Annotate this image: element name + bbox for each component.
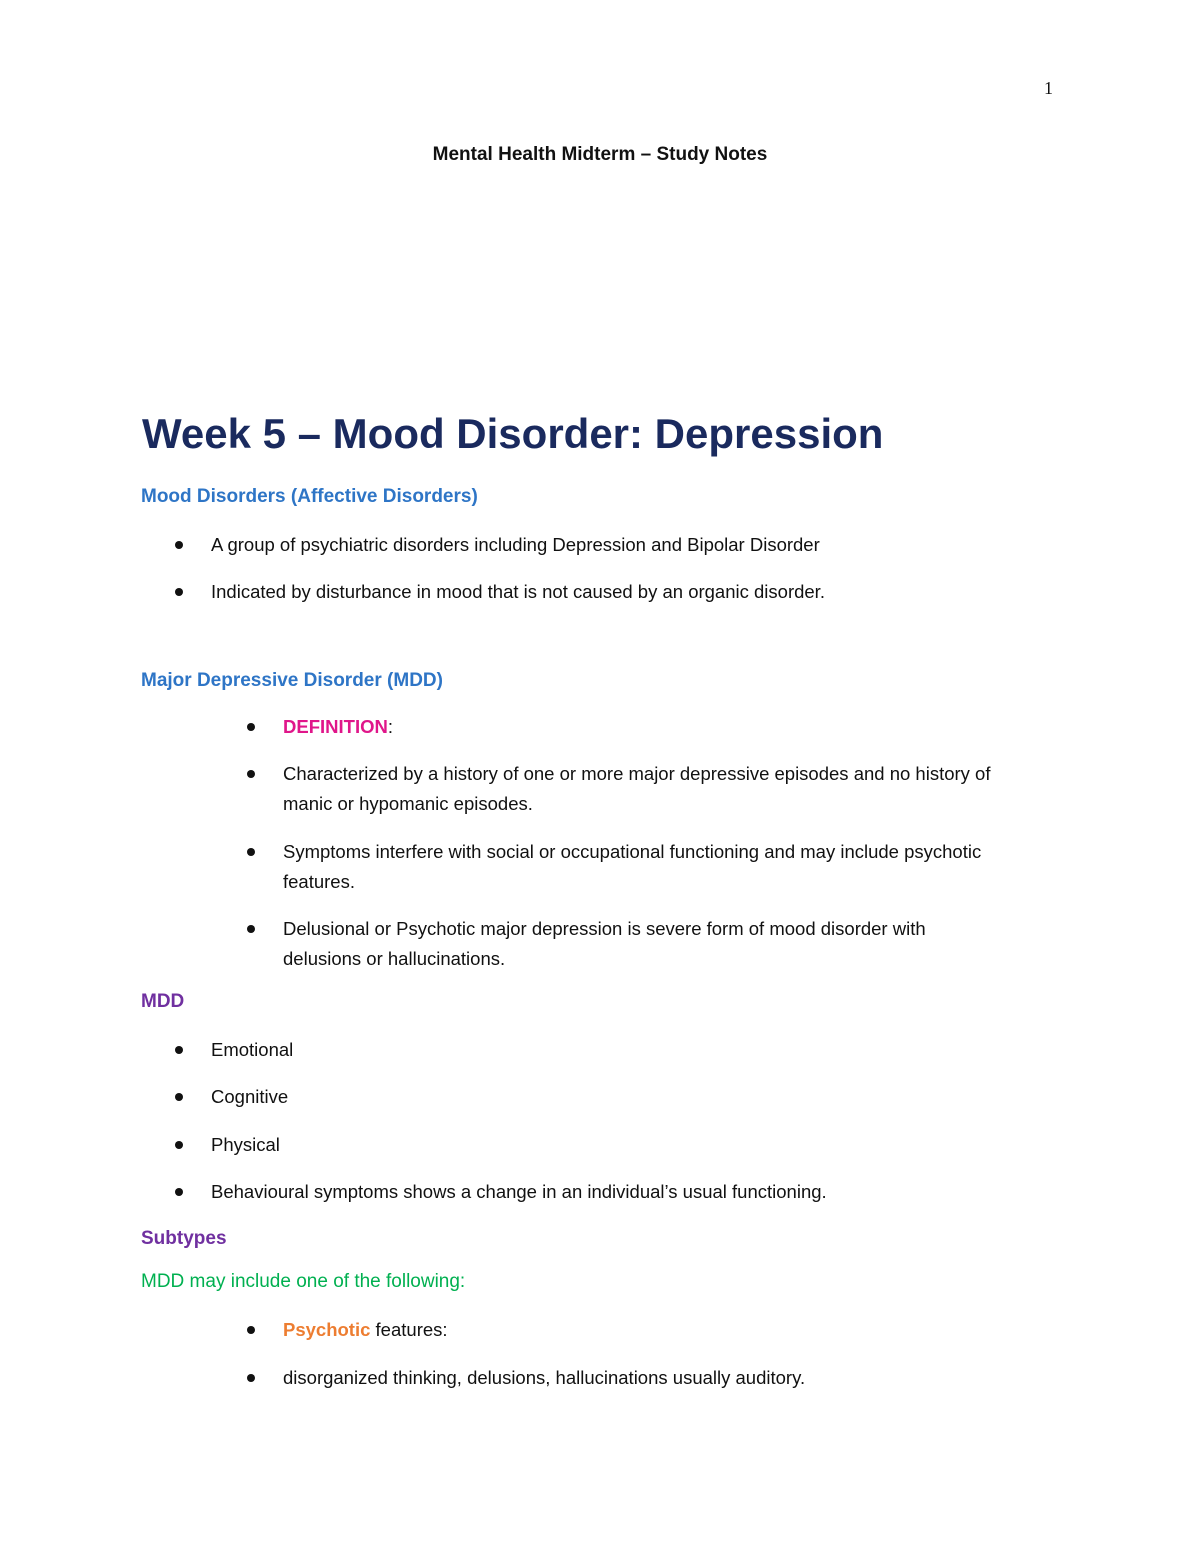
symptom-cognitive: Cognitive: [211, 1086, 289, 1107]
bullet-icon: [175, 1046, 183, 1054]
definition-colon: :: [387, 716, 393, 737]
bullet-icon: [175, 1188, 183, 1196]
bullet-icon: [175, 588, 183, 596]
mdd-item-3-line2: delusions or hallucinations.: [283, 948, 506, 969]
mdd-item-2-line2: features.: [283, 871, 355, 892]
mdd-item-3: [283, 914, 926, 974]
week-heading: Week 5 – Mood Disorder: Depression: [142, 410, 884, 457]
document-title: Mental Health Midterm – Study Notes: [432, 144, 768, 165]
psychotic-label: Psychotic: [283, 1319, 371, 1340]
mdd-item-1-line1: Characterized by a history of one or more major depressive episodes and no history of: [283, 763, 991, 784]
bullet-icon: [247, 1374, 255, 1382]
symptom-physical: Physical: [211, 1134, 280, 1155]
mdd-item-1: [283, 759, 990, 819]
bullet-icon: [247, 848, 255, 856]
mdd-heading: Major Depressive Disorder (MDD): [141, 670, 443, 691]
psychotic-item: [283, 1315, 448, 1345]
bullet-icon: [247, 723, 255, 731]
mood-disorders-item-2: Indicated by disturbance in mood that is not caused by an organic disorder.: [211, 581, 825, 602]
psychotic-detail: disorganized thinking, delusions, hallucinations usually auditory.: [283, 1367, 806, 1388]
bullet-icon: [247, 1326, 255, 1334]
psychotic-suffix: features:: [370, 1319, 448, 1340]
page-number: 1: [1044, 78, 1053, 98]
mood-disorders-heading: Mood Disorders (Affective Disorders): [141, 486, 478, 507]
bullet-icon: [175, 1141, 183, 1149]
mdd-item-3-line1: Delusional or Psychotic major depression is severe form of mood disorder with: [283, 918, 926, 939]
definition-label: DEFINITION: [283, 716, 388, 737]
subtypes-heading: Subtypes: [141, 1228, 227, 1249]
mdd-item-2: [283, 837, 981, 897]
definition-item: [283, 712, 393, 742]
bullet-icon: [175, 1093, 183, 1101]
bullet-icon: [247, 770, 255, 778]
symptom-behavioural: Behavioural symptoms shows a change in an individual’s usual functioning.: [211, 1181, 827, 1202]
subtypes-intro: MDD may include one of the following:: [141, 1271, 466, 1292]
bullet-icon: [247, 925, 255, 933]
bullet-icon: [175, 541, 183, 549]
mdd-item-1-line2: manic or hypomanic episodes.: [283, 793, 533, 814]
mood-disorders-item-1: A group of psychiatric disorders including Depression and Bipolar Disorder: [211, 534, 820, 555]
mdd-item-2-line1: Symptoms interfere with social or occupational functioning and may include psychotic: [283, 841, 982, 862]
symptom-emotional: Emotional: [211, 1039, 294, 1060]
mdd-symptoms-heading: MDD: [141, 991, 185, 1012]
